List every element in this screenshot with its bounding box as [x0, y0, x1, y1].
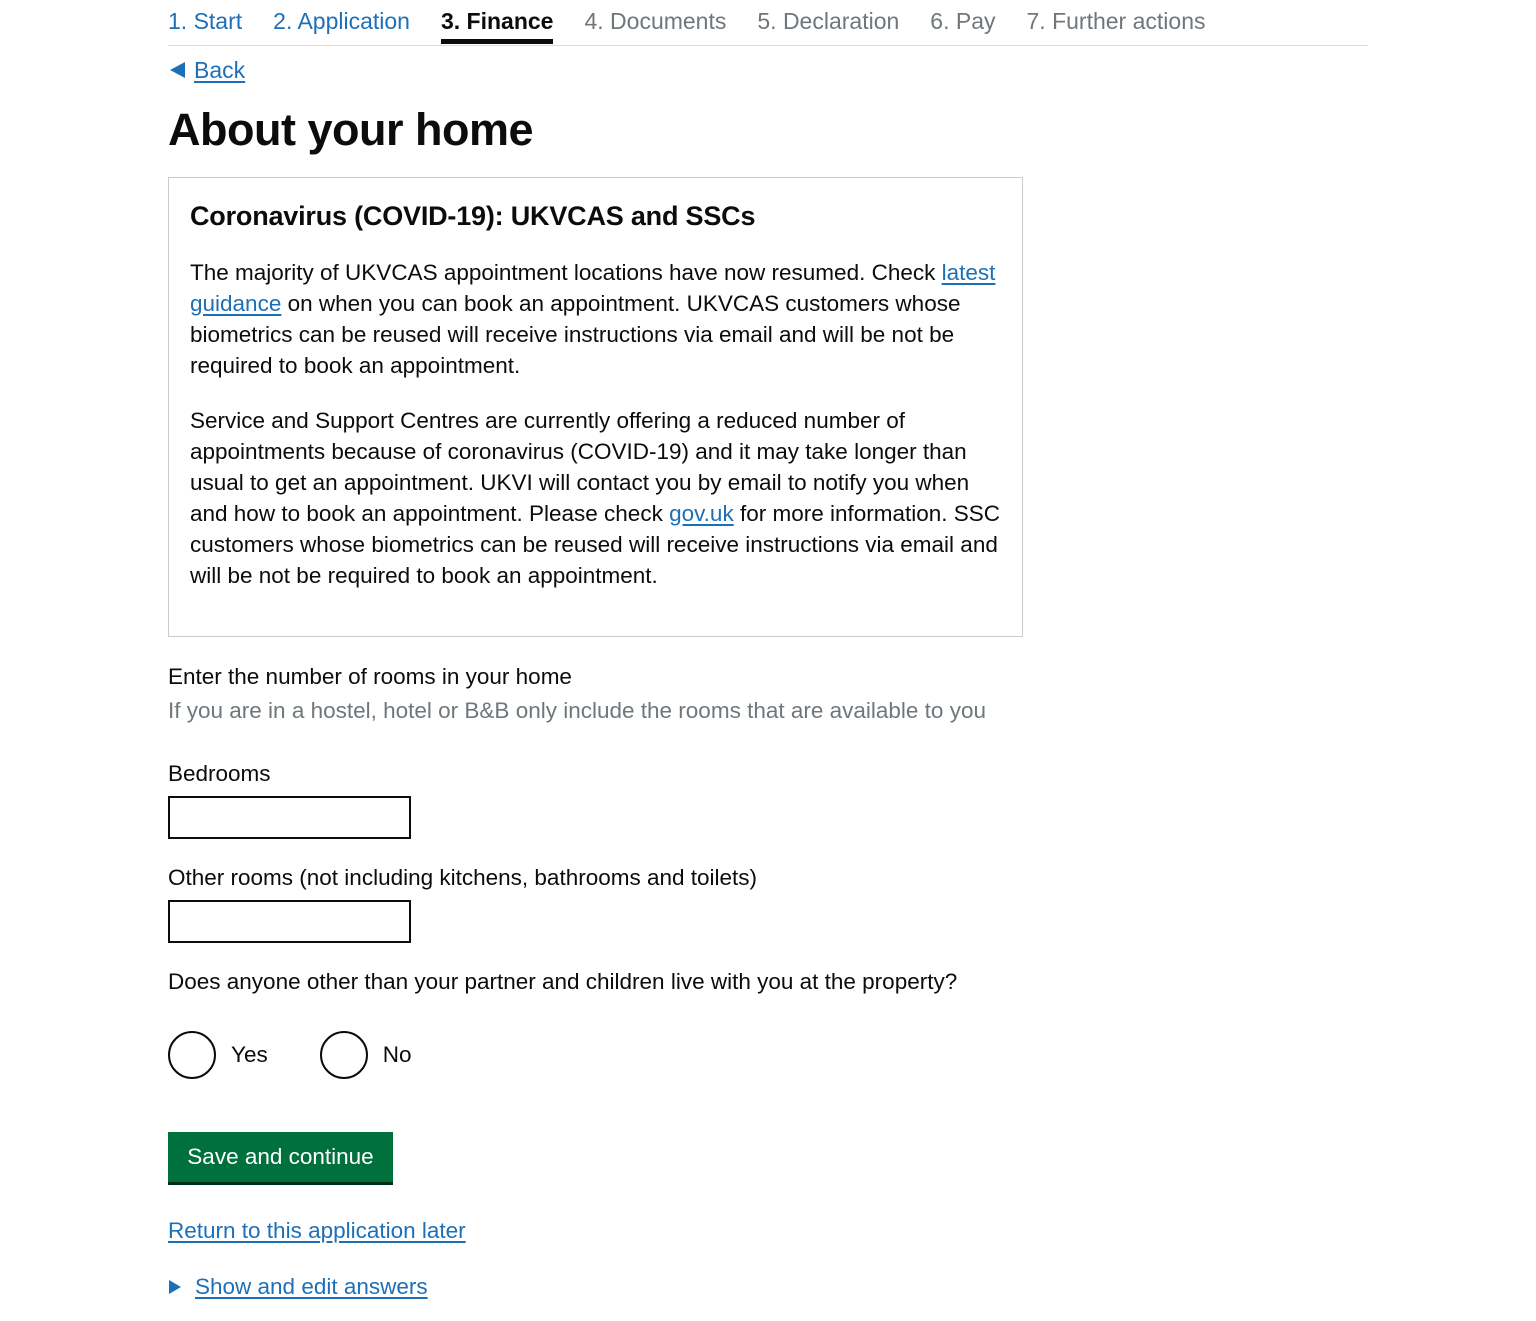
show-answers-toggle[interactable] — [168, 1272, 428, 1302]
back-arrow-icon — [170, 62, 185, 78]
bedrooms-input[interactable] — [168, 796, 411, 839]
step-documents: 4. Documents — [584, 8, 727, 34]
back-link[interactable] — [168, 56, 245, 84]
others-living-question: Does anyone other than your partner and children live with you at the property? — [168, 969, 958, 994]
covid-notice-panel — [168, 177, 1023, 637]
latest-guidance-link[interactable]: latest guidance — [190, 260, 996, 316]
other-rooms-label: Other rooms (not including kitchens, bathrooms and toilets) — [168, 865, 758, 890]
others-living-radios — [168, 1031, 463, 1079]
notice-p1-text-end: on when you can book an appointment. UKVCAS customers whose biometrics can be reused will receive instructions via email and will be not be required to book an appointment. — [190, 291, 961, 378]
back-link-label[interactable]: Back — [194, 57, 246, 83]
save-and-continue-button[interactable]: Save and continue — [168, 1132, 393, 1182]
show-answers-link[interactable]: Show and edit answers — [195, 1274, 428, 1299]
radio-no[interactable] — [320, 1031, 412, 1079]
notice-title: Coronavirus (COVID-19): UKVCAS and SSCs — [190, 201, 756, 231]
notice-p2-text: Service and Support Centres are currently offering a reduced number of appointments because of coronavirus (COVID-19) and it may take longer than usual to get an appointment. UKVI will contact you by email to notify you when and how to book an appointment. Please check — [190, 408, 970, 526]
return-later-link[interactable]: Return to this application later — [168, 1218, 466, 1243]
bedrooms-label: Bedrooms — [168, 761, 271, 786]
radio-no-circle[interactable] — [320, 1031, 368, 1079]
expand-arrow-icon — [169, 1280, 181, 1294]
notice-p2-text-end: for more information. SSC customers whose biometrics can be reused will receive instructions via email and will be not be required to book an appointment. — [190, 501, 1001, 588]
step-further-actions: 7. Further actions — [1026, 8, 1206, 34]
progress-steps — [168, 0, 1368, 46]
radio-yes[interactable] — [168, 1031, 268, 1079]
notice-p1-text: The majority of UKVCAS appointment locations have now resumed. Check — [190, 260, 942, 285]
radio-no-label[interactable]: No — [382, 1042, 412, 1067]
notice-paragraph-2 — [190, 405, 1001, 591]
step-application[interactable]: 2. Application — [273, 8, 410, 34]
step-declaration: 5. Declaration — [757, 8, 900, 34]
page-title: About your home — [168, 104, 533, 155]
notice-paragraph-1 — [190, 257, 1001, 381]
other-rooms-input[interactable] — [168, 900, 411, 943]
page-container — [168, 0, 1368, 1299]
rooms-hint: If you are in a hostel, hotel or B&B only include the rooms that are available to you — [168, 698, 986, 723]
rooms-question-label: Enter the number of rooms in your home — [168, 664, 572, 689]
step-finance: 3. Finance — [441, 0, 553, 45]
step-start[interactable]: 1. Start — [168, 8, 243, 34]
step-pay: 6. Pay — [930, 8, 996, 34]
govuk-link[interactable]: gov.uk — [669, 501, 734, 526]
radio-yes-circle[interactable] — [168, 1031, 216, 1079]
radio-yes-label[interactable]: Yes — [231, 1042, 268, 1067]
